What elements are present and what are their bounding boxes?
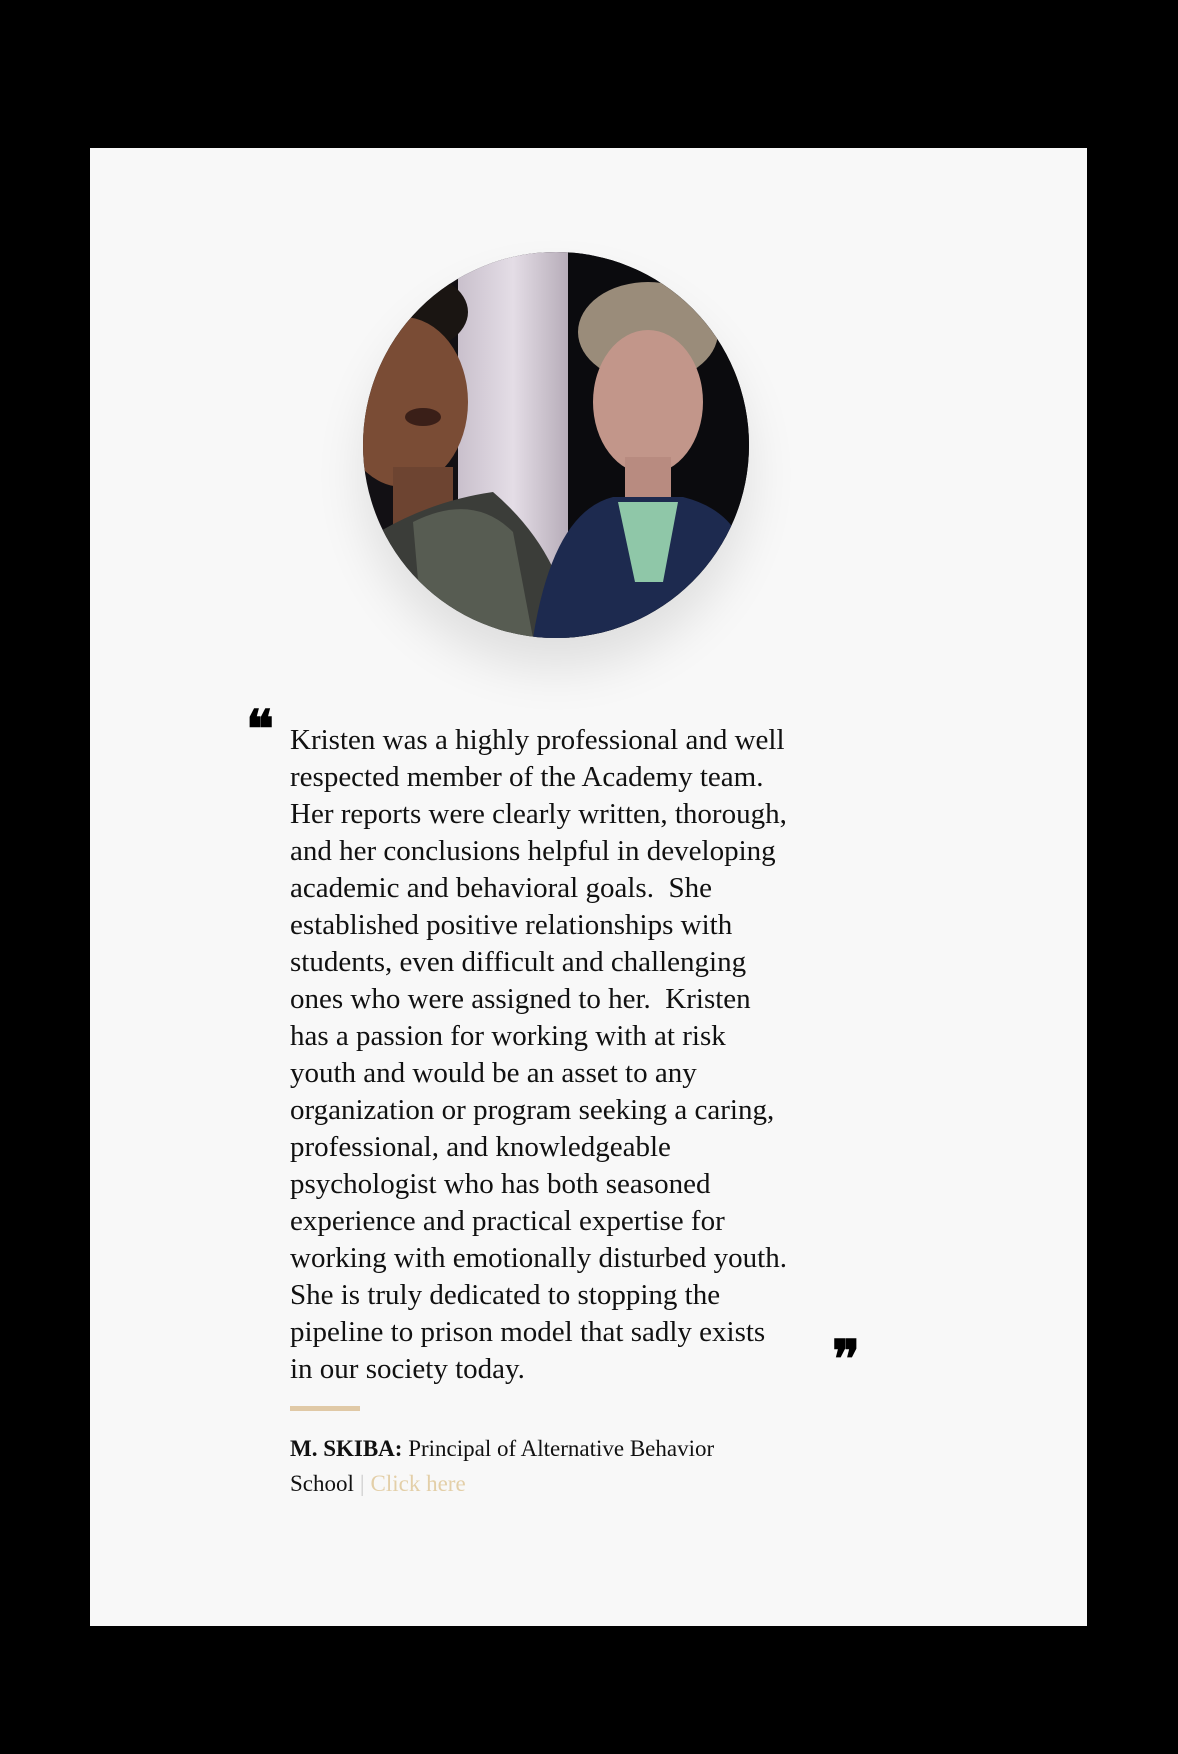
click-here-link[interactable]: Click here [370,1471,466,1496]
quote-text [290,722,850,1388]
quote-line: professional, and knowledgeable [290,1131,671,1163]
quote-line: respected member of the Academy team. [290,761,764,793]
author-title: Principal of Alternative Behavior [408,1436,715,1461]
quote-line: in our society today. [290,1353,525,1385]
author-name: M. SKIBA: [290,1436,403,1461]
quote-line: Her reports were clearly written, thorough, [290,798,787,830]
quote-line: academic and behavioral goals. She [290,872,712,904]
author-title-continued: School [290,1471,354,1496]
quote-line: youth and would be an asset to any [290,1057,697,1089]
quote-line: and her conclusions helpful in developing [290,835,776,867]
testimonial-photo [363,252,749,638]
quote-line: established positive relationships with [290,909,733,941]
quote-close-icon: ❞ [832,1329,860,1390]
quote-open-icon: ❝ [246,699,274,760]
separator: | [359,1471,365,1496]
quote-line: Kristen was a highly professional and well [290,724,785,756]
quote-line: students, even difficult and challenging [290,946,747,978]
quote-line: working with emotionally disturbed youth. [290,1242,787,1274]
quote-line: experience and practical expertise for [290,1205,725,1237]
accent-divider [290,1406,360,1411]
quote-line: She is truly dedicated to stopping the [290,1279,721,1311]
quote-line: pipeline to prison model that sadly exists [290,1316,766,1348]
quote-line: has a passion for working with at risk [290,1020,726,1052]
quote-line: ones who were assigned to her. Kristen [290,983,751,1015]
quote-line: organization or program seeking a caring, [290,1094,775,1126]
attribution [290,1431,850,1501]
quote-line: psychologist who has both seasoned [290,1168,711,1200]
testimonial-card [90,148,1087,1626]
